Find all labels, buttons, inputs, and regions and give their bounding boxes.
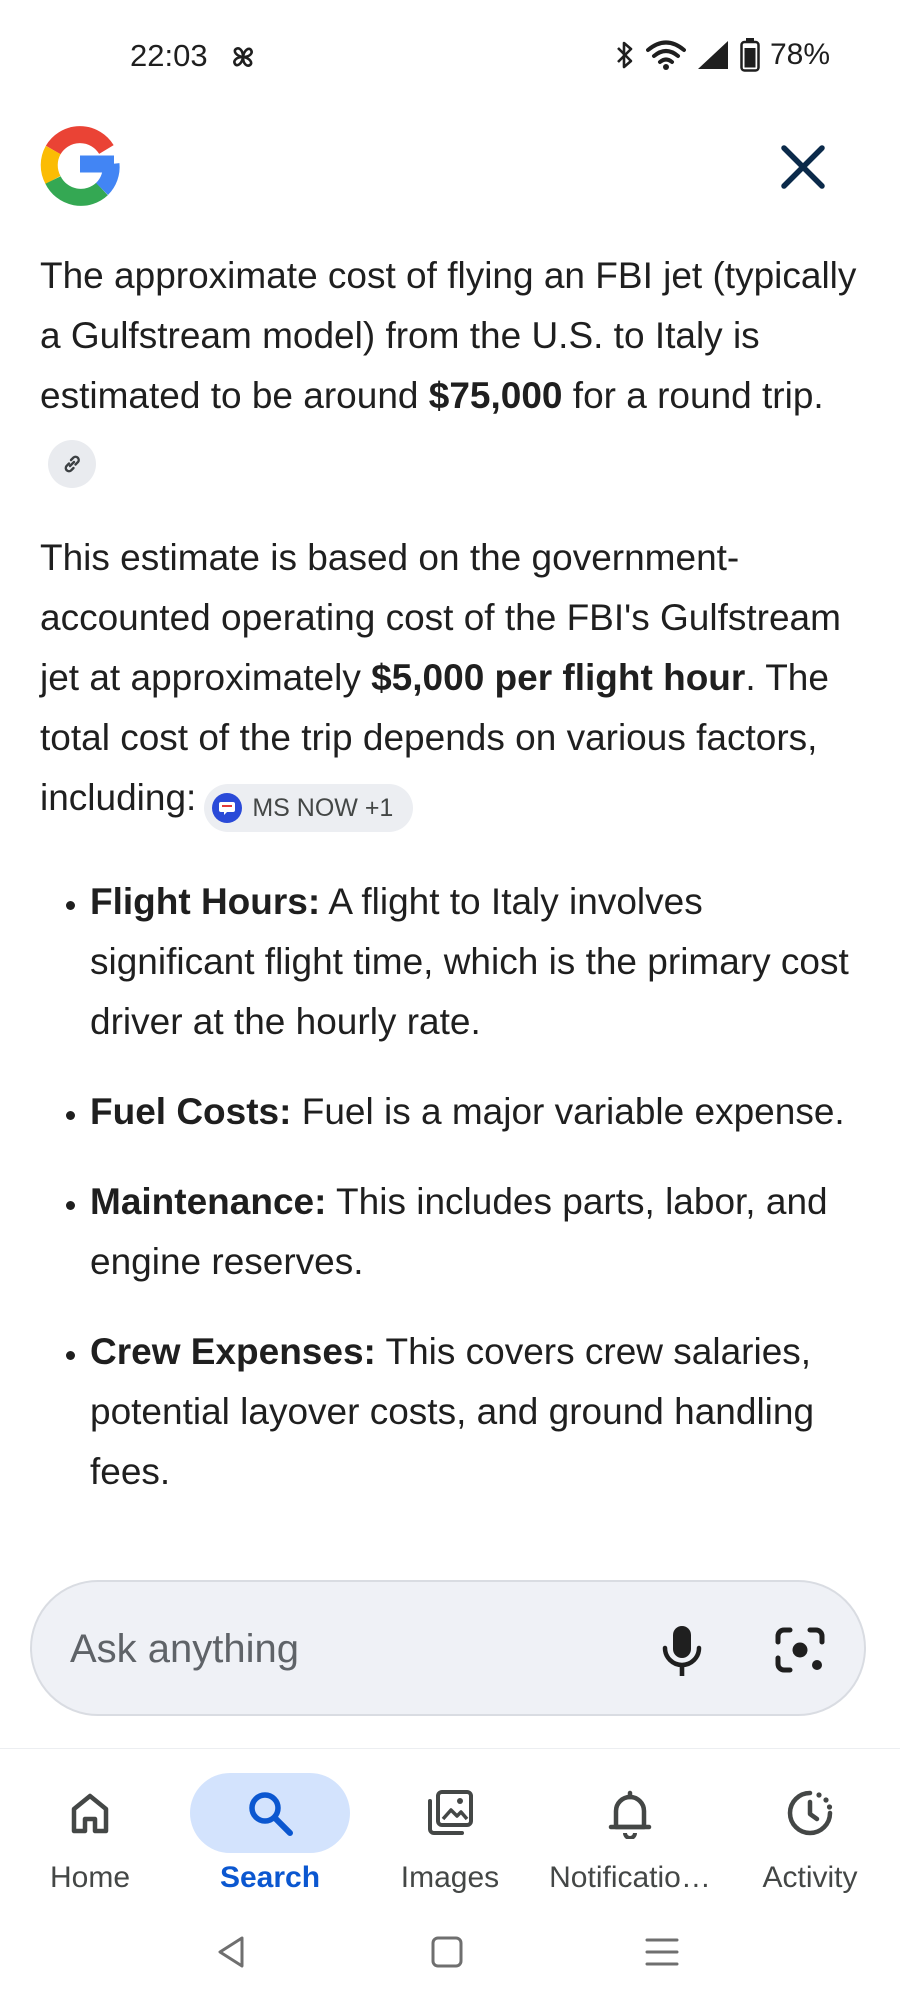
microphone-icon[interactable] [652,1620,712,1680]
ai-answer [40,246,860,1502]
link-chip[interactable] [48,440,96,488]
nav-icon-container [190,1773,350,1853]
battery-icon [740,38,760,72]
wifi-icon [646,39,686,71]
link-icon [60,452,84,476]
source-chip[interactable] [204,784,413,832]
answer-paragraph-1 [40,246,860,488]
back-icon[interactable] [212,1932,252,1972]
list-item-text: This includes parts, labor, and engine reserves. [90,1181,828,1282]
nav-images[interactable] [360,1761,540,1901]
search-input[interactable] [68,1612,632,1686]
list-item [90,1082,860,1142]
recents-menu-icon[interactable] [642,1932,682,1972]
bottom-navigation [0,1748,900,1909]
nav-icon-container [730,1773,890,1853]
search-icon [245,1788,295,1838]
cell-signal-icon [696,39,730,71]
status-time: 22:03 [130,38,208,73]
list-item-title: Maintenance: [90,1181,327,1222]
home-icon [66,1789,114,1837]
list-item-text: Fuel is a major variable expense. [291,1091,845,1132]
battery-percentage: 78% [769,38,830,71]
nav-label: Search [219,1861,321,1894]
list-item-title: Fuel Costs: [90,1091,292,1132]
source-chip-label: MS NOW +1 [252,794,394,822]
activity-icon [784,1787,836,1839]
system-navigation-bar [0,1910,900,2000]
list-item [90,872,860,1052]
pinwheel-icon [228,42,258,72]
factor-list [40,872,860,1502]
nav-notifications[interactable] [540,1761,720,1901]
source-favicon-icon [212,793,242,823]
list-item-text: This covers crew salaries, potential layover costs, and ground handling fees. [90,1331,815,1492]
status-bar [0,0,900,110]
nav-activity[interactable] [720,1761,900,1901]
list-item-title: Flight Hours: [90,881,321,922]
nav-label: Activity [762,1861,858,1894]
bell-icon [606,1787,654,1839]
camera-lens-icon[interactable] [770,1620,830,1680]
answer-highlight-cost: $75,000 [428,375,563,416]
list-item [90,1322,860,1502]
answer-text: The approximate cost of flying an FBI jet (typically a Gulfstream model) from the U.S. to Italy is estimated to be around [40,255,857,416]
answer-text: for a round trip. [562,375,824,416]
nav-icon-container [550,1773,710,1853]
answer-highlight-rate: $5,000 per flight hour [371,657,746,698]
nav-label: Images [400,1861,500,1894]
nav-label: Notificatio… [549,1861,711,1894]
list-item-text: A flight to Italy involves significant flight time, which is the primary cost driver at the hourly rate. [90,881,849,1042]
bluetooth-icon [614,39,636,71]
list-item-title: Crew Expenses: [90,1331,376,1372]
images-icon [424,1787,476,1839]
nav-label: Home [49,1861,131,1894]
answer-text: . The total cost of the trip depends on various factors, including: [40,657,829,818]
list-item [90,1172,860,1292]
answer-paragraph-2 [40,528,860,832]
close-icon[interactable] [774,138,832,196]
nav-icon-container [10,1773,170,1853]
search-bar[interactable] [30,1580,866,1716]
status-icons [614,38,830,72]
nav-home[interactable] [0,1761,180,1901]
home-square-icon[interactable] [427,1932,467,1972]
google-g-logo [38,122,122,206]
nav-search[interactable] [180,1761,360,1901]
nav-icon-container [370,1773,530,1853]
answer-text: This estimate is based on the government-accounted operating cost of the FBI's Gulfstream jet at approximately [40,537,841,698]
